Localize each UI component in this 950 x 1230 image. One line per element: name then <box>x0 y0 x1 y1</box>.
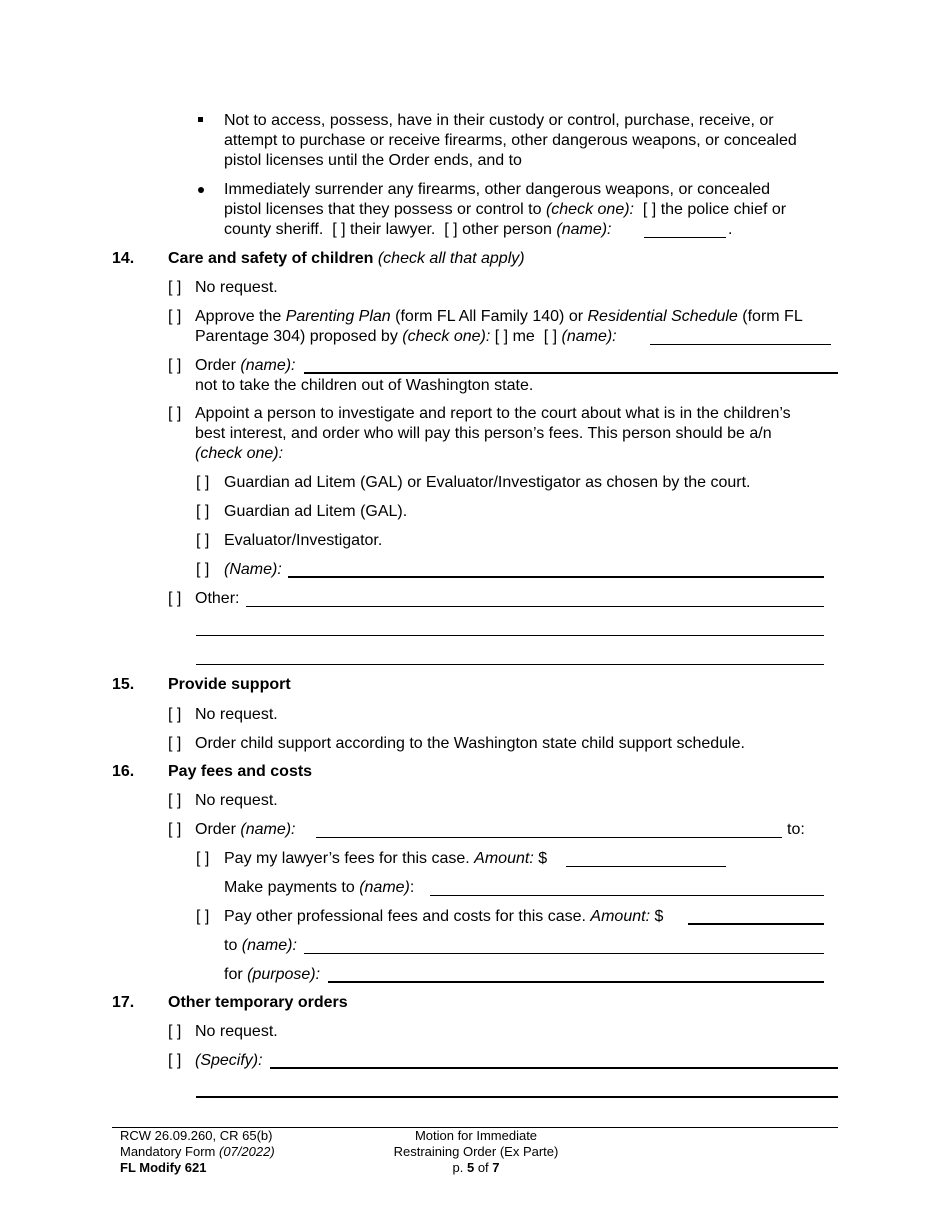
section-title: Provide support <box>168 676 291 693</box>
other-field-line-3[interactable] <box>196 664 824 665</box>
no-request-label: No request. <box>195 706 278 723</box>
order-line-1 <box>195 356 295 376</box>
checkbox[interactable]: [ ] <box>168 405 182 422</box>
text-italic: (07/2022) <box>219 1144 275 1159</box>
text: $ <box>654 908 664 925</box>
text: Approve the <box>195 308 282 325</box>
professional-fees-amount-field[interactable] <box>688 923 824 925</box>
text-italic: Parenting Plan <box>285 308 391 325</box>
other-person-name-field[interactable] <box>644 237 726 238</box>
bullet-1-line-3: pistol licenses until the Order ends, and to <box>224 152 522 169</box>
text: other person <box>462 221 552 238</box>
text: me <box>512 328 535 345</box>
lawyer-fees-label <box>224 849 547 869</box>
lawyer-fees-amount-field[interactable] <box>566 866 726 867</box>
bullet-2-line-3 <box>224 220 611 240</box>
order-label <box>195 820 295 840</box>
make-payments-label <box>224 878 414 898</box>
text: pistol licenses that they possess or control to <box>224 201 542 218</box>
bullet-2-line-2 <box>224 200 786 220</box>
text-italic: Amount: <box>590 908 651 925</box>
text-italic: (check one): <box>195 445 284 462</box>
specify-field-line-2[interactable] <box>196 1096 838 1098</box>
checkbox[interactable]: [ ] <box>332 221 346 238</box>
approve-line-1 <box>195 307 803 327</box>
no-request-label: No request. <box>195 1023 278 1040</box>
text-italic: (name): <box>561 328 617 345</box>
specify-field-line-1[interactable] <box>270 1067 838 1069</box>
text-italic: (Name): <box>224 561 282 578</box>
specify-label <box>195 1051 263 1071</box>
no-request-label: No request. <box>195 792 278 809</box>
footer-mandatory-form <box>120 1144 275 1160</box>
round-bullet-icon <box>198 187 204 193</box>
text: (form FL All Family 140) or <box>395 308 584 325</box>
checkbox[interactable]: [ ] <box>543 328 558 345</box>
text-italic: Amount: <box>474 850 534 867</box>
text: (form FL <box>742 308 803 325</box>
text-italic: (name) <box>359 879 410 896</box>
checkbox[interactable]: [ ] <box>196 908 210 925</box>
text: : <box>409 879 415 896</box>
section-title <box>168 249 525 269</box>
text: Pay my lawyer’s fees for this case. <box>224 850 470 867</box>
text-italic: (Specify): <box>195 1052 263 1069</box>
checkbox[interactable]: [ ] <box>168 308 182 325</box>
text: p. <box>452 1160 464 1175</box>
approve-line-2 <box>195 327 617 347</box>
to-name-label <box>224 936 297 956</box>
option-gal: Guardian ad Litem (GAL). <box>224 503 408 520</box>
checkbox[interactable]: [ ] <box>168 279 182 296</box>
appoint-line-2: best interest, and order who will pay this person’s fees. This person should be a/n <box>195 425 772 442</box>
checkbox[interactable]: [ ] <box>196 474 210 491</box>
text-bold: FL Modify 621 <box>120 1160 207 1175</box>
order-to-label: to: <box>787 821 805 838</box>
text-bold: 5 <box>466 1160 475 1175</box>
other-label: Other: <box>195 590 240 607</box>
to-name-field[interactable] <box>304 953 824 954</box>
text-italic: (name): <box>240 821 296 838</box>
text: county sheriff. <box>224 221 324 238</box>
text: the police chief or <box>660 201 787 218</box>
payments-name-field[interactable] <box>430 895 824 896</box>
text-italic: (check one): <box>545 201 634 218</box>
checkbox[interactable]: [ ] <box>168 792 182 809</box>
checkbox[interactable]: [ ] <box>642 201 657 218</box>
text: to <box>224 937 238 954</box>
text-italic: (name): <box>241 937 297 954</box>
checkbox[interactable]: [ ] <box>168 735 182 752</box>
option-gal-or-evaluator: Guardian ad Litem (GAL) or Evaluator/Investigator as chosen by the court. <box>224 474 751 491</box>
checkbox[interactable]: [ ] <box>168 821 182 838</box>
section-number: 14. <box>112 250 135 267</box>
proposed-by-name-field[interactable] <box>650 344 831 345</box>
for-purpose-label <box>224 965 320 985</box>
order-line-2: not to take the children out of Washington state. <box>195 377 534 394</box>
checkbox[interactable]: [ ] <box>196 850 210 867</box>
option-name <box>224 560 282 580</box>
checkbox[interactable]: [ ] <box>494 328 509 345</box>
text: $ <box>538 850 548 867</box>
appoint-line-1: Appoint a person to investigate and report to the court about what is in the children’s <box>195 405 791 422</box>
footer-form-id <box>120 1160 206 1176</box>
checkbox[interactable]: [ ] <box>168 590 182 607</box>
footer-title-1: Motion for Immediate <box>414 1128 538 1143</box>
bullet-2-line-1: Immediately surrender any firearms, other dangerous weapons, or concealed <box>224 181 771 198</box>
checkbox[interactable]: [ ] <box>168 1023 182 1040</box>
footer-title-2: Restraining Order (Ex Parte) <box>393 1144 559 1159</box>
checkbox[interactable]: [ ] <box>196 561 210 578</box>
checkbox[interactable]: [ ] <box>444 221 458 238</box>
text: Make payments to <box>224 879 355 896</box>
text-italic: Residential Schedule <box>587 308 738 325</box>
other-field-line-1[interactable] <box>246 606 824 607</box>
text: Order <box>195 821 236 838</box>
order-name-field[interactable] <box>316 837 782 838</box>
text: Pay other professional fees and costs for this case. <box>224 908 586 925</box>
text-italic: (purpose): <box>247 966 321 983</box>
professional-fees-label <box>224 907 663 927</box>
bullet-1-line-2: attempt to purchase or receive firearms, other dangerous weapons, or concealed <box>224 132 797 149</box>
checkbox[interactable]: [ ] <box>168 1052 182 1069</box>
title-text: Care and safety of children <box>168 250 374 267</box>
text: of <box>477 1160 489 1175</box>
purpose-field[interactable] <box>328 981 824 983</box>
text-bold: 7 <box>492 1160 500 1175</box>
checkbox[interactable]: [ ] <box>168 357 182 374</box>
appoint-line-3 <box>195 444 283 464</box>
text: Parentage 304) proposed by <box>195 328 398 345</box>
checkbox[interactable]: [ ] <box>196 503 210 520</box>
order-name-field[interactable] <box>304 372 838 374</box>
text-italic: (name): <box>556 221 612 238</box>
section-number: 15. <box>112 676 135 693</box>
no-request-label: No request. <box>195 279 278 296</box>
checkbox[interactable]: [ ] <box>196 532 210 549</box>
other-field-line-2[interactable] <box>196 635 824 636</box>
text: for <box>224 966 243 983</box>
text-italic: (check one): <box>402 328 491 345</box>
section-number: 17. <box>112 994 135 1011</box>
order-child-support-label: Order child support according to the Washington state child support schedule. <box>195 735 745 752</box>
square-bullet-icon <box>198 117 203 122</box>
section-number: 16. <box>112 763 135 780</box>
section-title: Other temporary orders <box>168 994 348 1011</box>
text-italic: (name): <box>240 357 296 374</box>
text: Order <box>195 357 236 374</box>
section-title: Pay fees and costs <box>168 763 313 780</box>
checkbox[interactable]: [ ] <box>168 706 182 723</box>
footer-rcw: RCW 26.09.260, CR 65(b) <box>120 1128 273 1143</box>
option-evaluator: Evaluator/Investigator. <box>224 532 383 549</box>
appointee-name-field[interactable] <box>288 576 824 578</box>
footer-page-number <box>376 1160 576 1176</box>
text: Mandatory Form <box>120 1144 216 1159</box>
period: . <box>728 221 733 238</box>
title-note: (check all that apply) <box>377 250 525 267</box>
text: their lawyer. <box>350 221 436 238</box>
bullet-1-line-1: Not to access, possess, have in their custody or control, purchase, receive, or <box>224 112 774 129</box>
